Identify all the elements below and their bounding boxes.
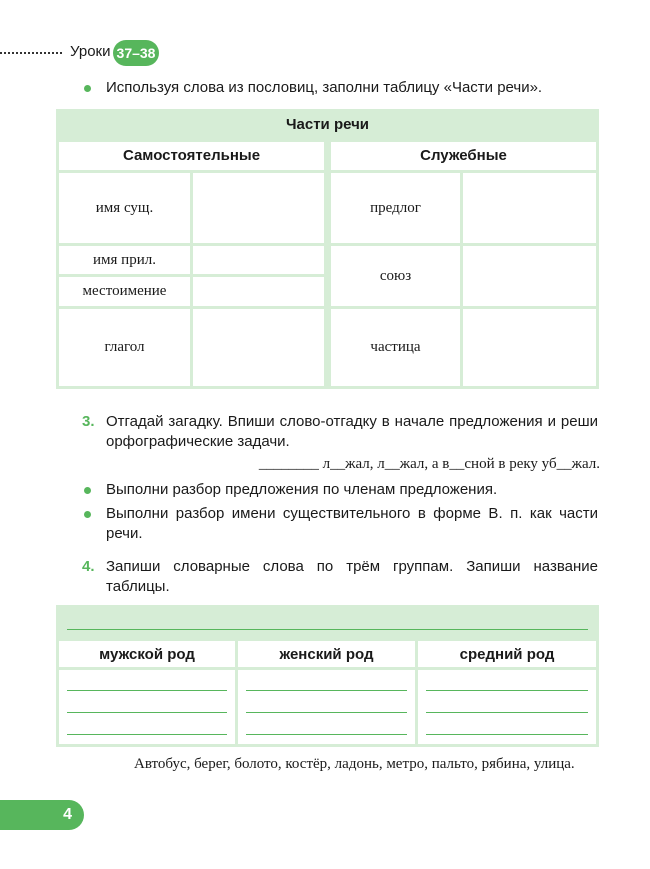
column-header-independent: Самостоятельные bbox=[59, 142, 324, 170]
row-label-noun: имя сущ. bbox=[59, 173, 190, 243]
row-label-adjective: имя прил. bbox=[59, 246, 190, 274]
bullet-icon bbox=[84, 511, 91, 518]
answer-cell[interactable] bbox=[418, 670, 596, 744]
title-write-line[interactable] bbox=[67, 629, 588, 630]
write-line bbox=[426, 712, 588, 713]
column-header-neuter: средний род bbox=[418, 641, 596, 667]
row-label-conjunction: союз bbox=[331, 246, 460, 306]
write-line bbox=[246, 712, 407, 713]
dictionary-words: Автобус, берег, болото, костёр, ладонь, метро, пальто, рябина, улица. bbox=[134, 756, 575, 772]
column-header-masculine: мужской род bbox=[59, 641, 235, 667]
write-line bbox=[246, 734, 407, 735]
lesson-badge: 37–38 bbox=[113, 40, 159, 66]
write-line bbox=[67, 690, 227, 691]
answer-cell[interactable] bbox=[193, 309, 324, 386]
column-header-feminine: женский род bbox=[238, 641, 415, 667]
lesson-label: Уроки bbox=[70, 43, 111, 60]
write-line bbox=[246, 690, 407, 691]
answer-cell[interactable] bbox=[463, 309, 596, 386]
write-line bbox=[67, 734, 227, 735]
write-line bbox=[426, 690, 588, 691]
task3-bullet-2: Выполни разбор имени существительного в форме В. п. как части речи. bbox=[106, 505, 598, 542]
task4-text: Запиши словарные слова по трём группам. Запиши название таблицы. bbox=[106, 558, 598, 595]
row-label-pronoun: местоимение bbox=[59, 277, 190, 306]
answer-cell[interactable] bbox=[463, 246, 596, 306]
answer-cell[interactable] bbox=[193, 246, 324, 274]
answer-cell[interactable] bbox=[193, 277, 324, 306]
page-number-tab bbox=[0, 800, 84, 830]
task3-bullet-1: Выполни разбор предложения по членам предложения. bbox=[106, 481, 498, 498]
answer-cell[interactable] bbox=[59, 670, 235, 744]
row-label-particle: частица bbox=[331, 309, 460, 386]
write-line bbox=[426, 734, 588, 735]
answer-cell[interactable] bbox=[238, 670, 415, 744]
task3-text: Отгадай загадку. Впиши слово-отгадку в начале предложения и реши орфографические задачи. bbox=[106, 413, 598, 450]
answer-cell[interactable] bbox=[463, 173, 596, 243]
row-label-verb: глагол bbox=[59, 309, 190, 386]
column-header-auxiliary: Служебные bbox=[331, 142, 596, 170]
dotted-leader bbox=[0, 52, 62, 54]
task-number: 4. bbox=[82, 558, 95, 575]
task-number: 3. bbox=[82, 413, 95, 430]
bullet-icon bbox=[84, 487, 91, 494]
task-intro: Используя слова из пословиц, заполни таблицу «Части речи». bbox=[106, 79, 543, 96]
table-title: Части речи bbox=[285, 116, 370, 133]
row-label-preposition: предлог bbox=[331, 173, 460, 243]
riddle-text: ________ л__жал, л__жал, а в__сной в реку уб__жал. bbox=[258, 456, 600, 472]
write-line bbox=[67, 712, 227, 713]
answer-cell[interactable] bbox=[193, 173, 324, 243]
page-number: 4 bbox=[63, 806, 72, 823]
bullet-icon bbox=[84, 85, 91, 92]
